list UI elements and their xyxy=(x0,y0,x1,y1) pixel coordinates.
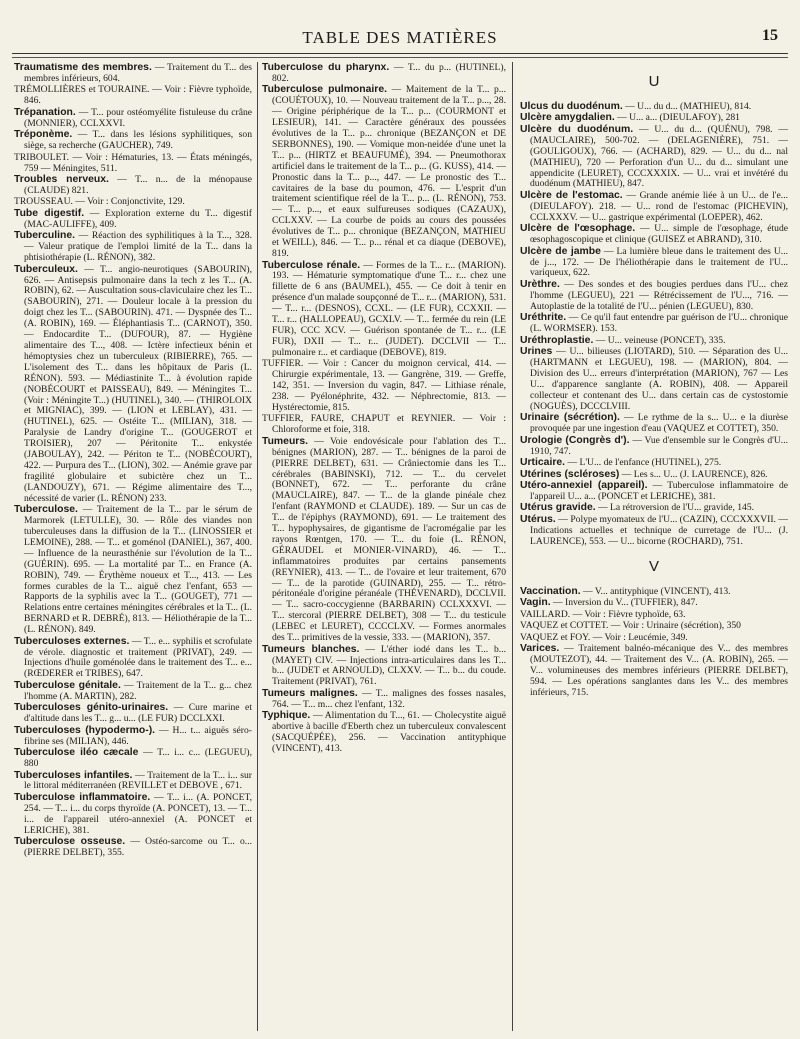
column-separator xyxy=(257,62,258,1031)
index-entry xyxy=(520,503,788,514)
entry-text: — T... dans les lésions syphilitiques, son siège, sa recherche (GAUCHER), 749. xyxy=(24,129,252,152)
entry-text: TUFFIER. — Voir : Cancer du moignon cervical, 414. — Chirurgie expérimentale, 13. — Gangrène, 319. — Greffe, 142, 351. — Inversion du vagin, 847. — Lithiase rénale, 238. — Pyélonéphrite, 432. — Néphrectomie, 813. — Hystérectomie, 815. xyxy=(262,358,506,413)
entry-text: — T... i... c... (LEGUEU), 880 xyxy=(24,747,252,769)
entry-heading: Vagin. xyxy=(520,597,551,609)
entry-text: — V... antityphique (VINCENT), 413. xyxy=(583,585,731,597)
entry-text: — Réaction des syphilitiques à la T..., 328. — Valeur pratique de l'emploi limité de la T... dans la phtisiothérapie (L. RÉNON), 382. xyxy=(24,230,252,264)
header-rule xyxy=(12,53,788,54)
index-entry xyxy=(520,413,788,435)
entry-heading: Tuberculose osseuse. xyxy=(14,836,126,848)
index-entry xyxy=(14,63,252,85)
index-entry xyxy=(520,587,788,598)
entry-heading: Tumeurs malignes. xyxy=(262,687,358,699)
index-entry xyxy=(520,515,788,548)
section-u xyxy=(520,102,788,548)
entry-heading: Troubles nerveux. xyxy=(14,174,109,186)
entry-text: — Inversion du V... (TUFFIER), 847. xyxy=(553,597,698,609)
index-entry xyxy=(14,85,252,107)
entry-heading: Vaccination. xyxy=(520,585,581,597)
index-entry xyxy=(262,359,506,414)
index-entry xyxy=(262,645,506,689)
index-entry xyxy=(14,703,252,725)
index-entry xyxy=(520,336,788,347)
entry-text: — T... du p... (HUTINEL), 802. xyxy=(272,63,506,84)
index-entry xyxy=(262,261,506,359)
index-entry xyxy=(262,414,506,436)
entry-heading: Ulcère de l'estomac. xyxy=(520,189,623,201)
index-entry xyxy=(14,231,252,264)
entry-text: TRÉMOLLIÈRES et TOURAINE. — Voir : Fièvre typhoïde, 846. xyxy=(14,84,252,107)
page-number: 15 xyxy=(762,27,778,44)
entry-heading: Ulcère de l'œsophage. xyxy=(520,223,636,235)
entry-text: — T... e... syphilis et scrofulate de vérole. diagnostic et traitement (PRIVAT), 249. — Injections d'huile goménolée dans le traitement des T... e... (RŒDERER et TRIBES), 647. xyxy=(24,635,252,680)
entry-heading: Ulcère du duodénum. xyxy=(520,123,634,135)
entry-text: — L'U... de l'enfance (HUTINEL), 275. xyxy=(567,457,722,469)
entry-text: — Traitement de la T... g... chez l'homme (A. MARTIN), 282. xyxy=(24,679,252,702)
entry-heading: Typhique. xyxy=(262,710,311,722)
entry-text: — U... simple de l'œsophage, étude œsophagoscopique et clinique (GUISEZ et ABRAND), 310. xyxy=(530,223,788,246)
entry-text: — Traitement balnéo-mécanique des V... des membres (MOUTEZOT), 44. — Traitement des V... (A. ROBIN), 265. — V... volumineuses des membres inférieurs (PIERRE DELBET), 594. — Les opérations sanglantes dans les V... des membres inférieurs, 715. xyxy=(530,643,788,698)
index-entry xyxy=(14,209,252,231)
entry-text: — T... pour ostéomyélite fistuleuse du crâne (MONNIER), CCLXXVI. xyxy=(24,106,252,129)
index-entry xyxy=(262,689,506,711)
entry-text: VAILLARD. — Voir : Fièvre typhoïde, 63. xyxy=(520,608,686,620)
index-entry xyxy=(14,197,252,208)
index-entry xyxy=(520,621,788,632)
entry-text: — Ce qu'il faut entendre par guérison de l'U... chronique (L. WORMSER). 153. xyxy=(530,312,788,335)
index-entry xyxy=(520,224,788,246)
index-entry xyxy=(14,748,252,770)
index-entry xyxy=(14,505,252,636)
entry-text: TRIBOULET. — Voir : Hématuries, 13. — États méningés, 759 — Méningites, 511. xyxy=(14,151,252,174)
index-entry xyxy=(14,108,252,130)
index-entry xyxy=(520,436,788,458)
index-entry xyxy=(520,125,788,190)
entry-heading: Tuberculose iléo cæcale xyxy=(14,747,139,759)
entry-heading: Uréthrite. xyxy=(520,312,567,324)
entry-text: TROUSSEAU. — Voir : Conjonctivite, 129. xyxy=(14,196,185,208)
entry-heading: Tréponème. xyxy=(14,129,73,141)
index-entry xyxy=(520,347,788,412)
entry-text: — Ostéo-sarcome ou T... o... (PIERRE DELBET), 355. xyxy=(24,836,252,859)
entry-heading: Tuberculoses infantiles. xyxy=(14,769,133,781)
entry-text: — U... a... (DIEULAFOY), 281 xyxy=(617,112,740,124)
entry-text: — U... bilieuses (LIOTARD), 510. — Séparation des U... (HARTMANN et LEGUEU), 198. — (MARION), 804. — Division des U... erreurs d'interprétation (MARION), 767 — Les U... d'apparence sanglante (A. ROBIN), 408. — Appareil collecteur et contenant des U... dans certain cas de cystostomie (NOGUÈS), DCCCLVIII. xyxy=(530,346,788,412)
index-entry xyxy=(14,793,252,837)
section-letter: U xyxy=(648,73,660,90)
entry-text: — T... malignes des fosses nasales, 764. — T... m... chez l'enfant, 132. xyxy=(272,687,506,710)
entry-heading: Tumeurs. xyxy=(262,435,308,447)
entry-heading: Tuberculose rénale. xyxy=(262,259,361,271)
entry-text: — Des sondes et des bougies perdues dans l'U... chez l'homme (LEGUEU), 221 — Rétrécissement de l'U..., 716. — Autoplastie de la totalité de l'U... pénien (LEGUEU), 830. xyxy=(530,278,788,312)
index-entry xyxy=(14,265,252,505)
index-entry xyxy=(14,175,252,197)
entry-text: — Vue d'ensemble sur le Congrès d'U... 1910, 747. xyxy=(530,434,788,457)
index-entry xyxy=(520,481,788,503)
entry-heading: Utéro-annexiel (appareil). xyxy=(520,480,648,492)
entry-heading: Urticaire. xyxy=(520,457,566,469)
entry-heading: Ulcère amygdalien. xyxy=(520,112,615,124)
entry-text: — H... t... aiguës séro-fibrine ses (MILIAN), 446. xyxy=(24,724,252,747)
index-entry xyxy=(520,113,788,124)
entry-text: — Polype myomateux de l'U... (CAZIN), CCCXXXVII. — Indications actuelles et technique de curretage de l'U... (J. LAURENCE), 553. — U... bicorne (ROCHARD), 751. xyxy=(530,513,788,547)
entry-text: — T... i... (A. PONCET, 254. — T... i... du corps thyroïde (A. PONCET), 13. — T... i... de l'appareil utéro-annexiel (A. PONCET et LERICHE), 381. xyxy=(24,791,252,836)
index-entry xyxy=(14,637,252,681)
entry-heading: Tuberculine. xyxy=(14,230,76,242)
entry-text: — T... n... de la ménopause (CLAUDE) 821. xyxy=(24,174,252,196)
entry-text: — Cure marine et d'altitude dans les T... g... u... (LE FUR) DCCLXXI. xyxy=(24,702,252,725)
entry-heading: Uréthroplastie. xyxy=(520,334,594,346)
entry-text: — Traitement de la T... i... sur le littoral méditerranéen (REVILLET et DEBOVE , 671. xyxy=(24,769,252,792)
entry-text: VAQUEZ et FOY. — Voir : Leucémie, 349. xyxy=(520,631,688,643)
entry-text: — Les s... U... (J. LAURENCE), 826. xyxy=(621,468,768,480)
entry-heading: Tuberculeux. xyxy=(14,263,78,275)
header-rule-thin xyxy=(12,57,788,58)
entry-text: — La rétroversion de l'U... gravide, 145. xyxy=(598,502,755,514)
index-column-middle xyxy=(262,63,506,1031)
entry-text: — Traitement du T... des membres inférieurs, 604. xyxy=(24,63,252,84)
index-entry xyxy=(520,458,788,469)
entry-heading: Ulcus du duodénum. xyxy=(520,100,623,112)
index-entry xyxy=(14,837,252,859)
index-entry xyxy=(520,470,788,481)
entry-heading: Tuberculose du pharynx. xyxy=(262,63,390,73)
entry-heading: Tumeurs blanches. xyxy=(262,643,360,655)
entry-heading: Urologie (Congrès d'). xyxy=(520,434,630,446)
entry-heading: Varices. xyxy=(520,643,560,655)
page-header xyxy=(14,24,786,50)
entry-heading: Utérines (scléroses) xyxy=(520,468,620,480)
entry-text: — T... angio-neurotiques (SABOURIN), 626. — Antisepsis pulmonaire dans la tech z les T... (A. ROBIN), 62. — Auscultation sous-claviculaire chez les T... (SABOURIN), 271. — Douleur locale à la pression du doigt chez les T... (SABOURIN). 471. — Dyspnée des T... (A. ROBIN), 169. — Éléphantiasis T... (CARNOT), 350. — Endocardite T... (DUFOUR), 87. — Hygiène alimentaire des T..., 408. — Ictère infectieux bénin et hémoptysies chez un tuberculeux (RIBIERRE), 765. — L'isolement des T... dans les hôpitaux de Paris (L. RÉNON). 593. — Médiastinite T... à évolution rapide (NOBÉCOURT et PAISSEAU), 849. — Méningites T... (Voir : Méningite T...) (HUTINEL), 340. — (THIROLOIX et MIGNIAC), 399. — (LION et LEBLAY), 431. — (HUTINEL), 625. — Ostéite T... (MILIAN), 318. — Paralysie de Landry d'origine T... (GOUGEROT et TROISIER), 207 — Péritonite T... enkystée (JABOULAY), 242. — Périton te T... (NOBÉCOURT), 422. — Purpura des T... (LION), 302. — Anémie grave par fragilité globulaire et subictère chez un T... (LANDOUZY), 671. — Régime alimentaire des T..., nécessité de varier (L. RÉNON) 233. xyxy=(24,263,252,504)
index-entry xyxy=(262,63,506,85)
entry-text: — Exploration externe du T... digestif (MAC-AULIFFE), 409. xyxy=(24,207,252,230)
entry-text: — U... du d... (QUÉNU), 798. — (MAUCLAIRE), 500-702. — (DELAGENIÈRE), 751. — (GOULIGOUX), 766. — (ACHARD), 829. — U... du d... nal (MATHIEU), 720 — Perforation d'un U... du d... simulant une appendicite (LEURET), CCCXXXIX. — U... vrai et invétéré du duodénum (MATHIEU), 847. xyxy=(530,123,788,190)
entry-text: — Traitement de la T... par le sérum de Marmorek (LETULLE), 30. — Rôle des viandes non tuberculeuses dans la diffusion de la T... (LINOSSIER et LEMOINE), 288. — T... et goménol (DANIEL), 367, 400. — Influence de la neurasthénie sur l'évolution de la T... (GUÉRIN). 695. — La mortalité par T... en France (A. ROBIN), 749. — Érythème noueux et T..., 413. — Les formes curables de la T... aiguë chez l'enfant, 653 — Rapports de la syphilis avec la T... (GOUGET), 771 — Relations entre certaines méningites cérébrales et la T... (L. BERNARD et R. DEBRÉ), 813. — Héliothérapie de la T... (L. RÉNON). 849. xyxy=(24,504,252,636)
index-entry xyxy=(14,153,252,175)
entry-heading: Tuberculose. xyxy=(14,504,78,516)
index-entry xyxy=(520,313,788,335)
index-entry xyxy=(520,280,788,313)
entry-heading: Traumatisme des membres. xyxy=(14,63,152,73)
entry-text: — Voie endovésicale pour l'ablation des T... bénignes (MARION), 287. — T... bénignes de la paroi de (PIERRE DELBET), 631. — Crâniectomie dans les T... cérébrales (BABINSKI), 712. — T... du cervelet (BONNET), 672. — T... perforante du crâne (MAUCLAIRE), 847. — T... de la glande pinéale chez l'enfant (RAYMOND et CLAUDE). 189. — Sur un cas de T... de l'épiphys (RAYMOND), 691. — Le traitement des T... hypophysaires, de gigantisme de l'acromégalie par les rayons Rœntgen, 170. — T... du foie (L. RÉNON, GÉRAUDEL et MONIER-VINARD), 46. — T... inflammatoires produites par certains pansements (REYNIER), 413. — T... de l'ovaire et leur traitement, 670 — T... de la parotide (GUINARD), 255. — T... rétro-péritonéale d'origine péranéale (THÉVENARD), DCCLVII. — T... sacro-coccygienne (BARBARIN) CCLXXXVI. — T... stercoral (PIERRE DELBET), 308 — T... du testicule (LEBEC et LEURET), CCCCLXV. — Formes anormales des T... primitives de la vessie, 333. — (MARION), 357. xyxy=(272,435,506,644)
entry-heading: Ulcère de jambe xyxy=(520,245,601,257)
entry-text: — Maitement de la T... p... (COUÉTOUX), 10. — Nouveau traitement de la T... p..., 28. — Origine périphérique de la T... p... (COURMONT et LESIEUR), 141. — Caractère généraux des poussées évolutives de la T... p... chronique (BEZANÇON et DE SERBONNES), 190. — Vomique mon-neidée d'une unet la T... p... (HIRTZ et BEAUFUMÉ), 394. — Pneumothorax artificiel dans le traitement de la T... p... (G. KUSS), 414. — Pronostic dans la T... p..., 447. — Le pronostic des T... cavitaires de la base du poumon, 476. — L'esprit d'un traitement scientifique réel de la T... p... (L. RÉNON), 753. — T... p..., et eaux sulfureuses sodiques (CAZAUX), CCLXXV. — La courbe de poids au cours des poussées évolutives de T... p... chronique (BEZANÇON, MATHIEU et WEILL), 846. — T... p... rénal et ca diaque (DEBOVE), 819. xyxy=(272,84,506,259)
page-title: TABLE DES MATIÈRES xyxy=(302,28,498,47)
entry-text: — Tuberculose inflammatoire de l'appareil U... a... (PONCET et LERICHE), 381. xyxy=(530,480,788,502)
index-entry xyxy=(520,644,788,699)
index-column-left xyxy=(14,63,252,1031)
index-entry xyxy=(520,610,788,621)
index-entry xyxy=(14,681,252,703)
entry-text: — Alimentation du T..., 61. — Cholecystite aiguë abortive à bacille d'Eberth chez un tuberculeux convalescent (SACQUÉPÉE), 256. — Vaccination antityphique (VINCENT), 413. xyxy=(272,710,506,754)
index-entry xyxy=(520,191,788,224)
entry-text: — L'éther iodé dans les T... b... (MAYET) CIV. — Injections intra-articulaires dans les T... b... (JUDET et ARNOULD), CLXXV. — T... b... du coude. Traitement (PRIVAT), 761. xyxy=(272,643,506,688)
index-entry xyxy=(14,771,252,793)
section-letter: V xyxy=(648,557,659,575)
entry-text: — Le rythme de la s... U... e la diurèse provoquée par une ingestion d'eau (VAQUEZ et COTTET), 350. xyxy=(530,412,788,435)
entry-heading: Tuberculose pulmonaire. xyxy=(262,84,387,96)
entry-text: — U... du d... (MATHIEU), 814. xyxy=(625,100,752,112)
entry-heading: Tuberculoses externes. xyxy=(14,635,130,647)
entry-heading: Utérus gravide. xyxy=(520,502,596,514)
entry-text: TUFFIER, FAURE, CHAPUT et REYNIER. — Voir : Chloroforme et foie, 318. xyxy=(262,413,506,436)
column-separator xyxy=(512,62,513,1031)
index-entry xyxy=(520,598,788,609)
entry-heading: Urèthre. xyxy=(520,278,560,290)
entry-heading: Utérus. xyxy=(520,513,556,525)
entry-text: — Formes de la T... r... (MARION). 193. — Hématurie symptomatique d'une T... r... chez une fillette de 6 ans (BAUMEL), 455. — Ce doit à tenir en présence d'un malade soupçonné de T... r... (MARION), 531. — T... r... (DESNOS), CCXL. — (LE FUR), CCXXII. — T... r... (HALLOPEAU), GCXLV. — T... fermée du rein (LE FUR), CCC XCV. — Guérison spontanée de T... r... (LE FUR), DXII — T... r... (JUDET). DCCLVII — T... pulmonaire r... et cardiaque (DEBOVE), 819. xyxy=(272,259,506,358)
entry-heading: Tuberculoses génito-urinaires. xyxy=(14,702,169,714)
index-entry xyxy=(262,85,506,260)
index-entry xyxy=(520,102,788,113)
index-entry xyxy=(14,726,252,748)
entry-heading: Tuberculose génitale. xyxy=(14,679,121,691)
entry-text: — La lumière bleue dans le traitement des U... de j..., 172. — De l'héliothérapie dans le traitement de l'U... variqueux, 622. xyxy=(530,245,788,279)
index-entry xyxy=(520,247,788,280)
entry-text: — U... veineuse (PONCET), 335. xyxy=(595,334,726,346)
entry-heading: Urines xyxy=(520,346,553,358)
index-entry xyxy=(262,437,506,644)
entry-heading: Tube digestif. xyxy=(14,207,85,219)
index-entry xyxy=(520,633,788,644)
entry-text: — Grande anémie liée à un U... de l'e... (DIEULAFOY). 218. — U... rond de l'estomac (PICHEVIN), CCLXXXV. — U... gastrique expérimental (LOEPER), 462. xyxy=(530,189,788,223)
index-entry xyxy=(262,711,506,755)
entry-text: VAQUEZ et COTTET. — Voir : Urinaire (sécrétion), 350 xyxy=(520,620,741,632)
index-column-right xyxy=(520,63,788,1031)
entry-heading: Urinaire (sécrétion). xyxy=(520,412,620,424)
entry-heading: Trépanation. xyxy=(14,106,76,118)
index-entry xyxy=(14,130,252,152)
entry-heading: Tuberculose inflammatoire. xyxy=(14,791,151,803)
entry-heading: Tuberculoses (hypodermo-). xyxy=(14,724,156,736)
